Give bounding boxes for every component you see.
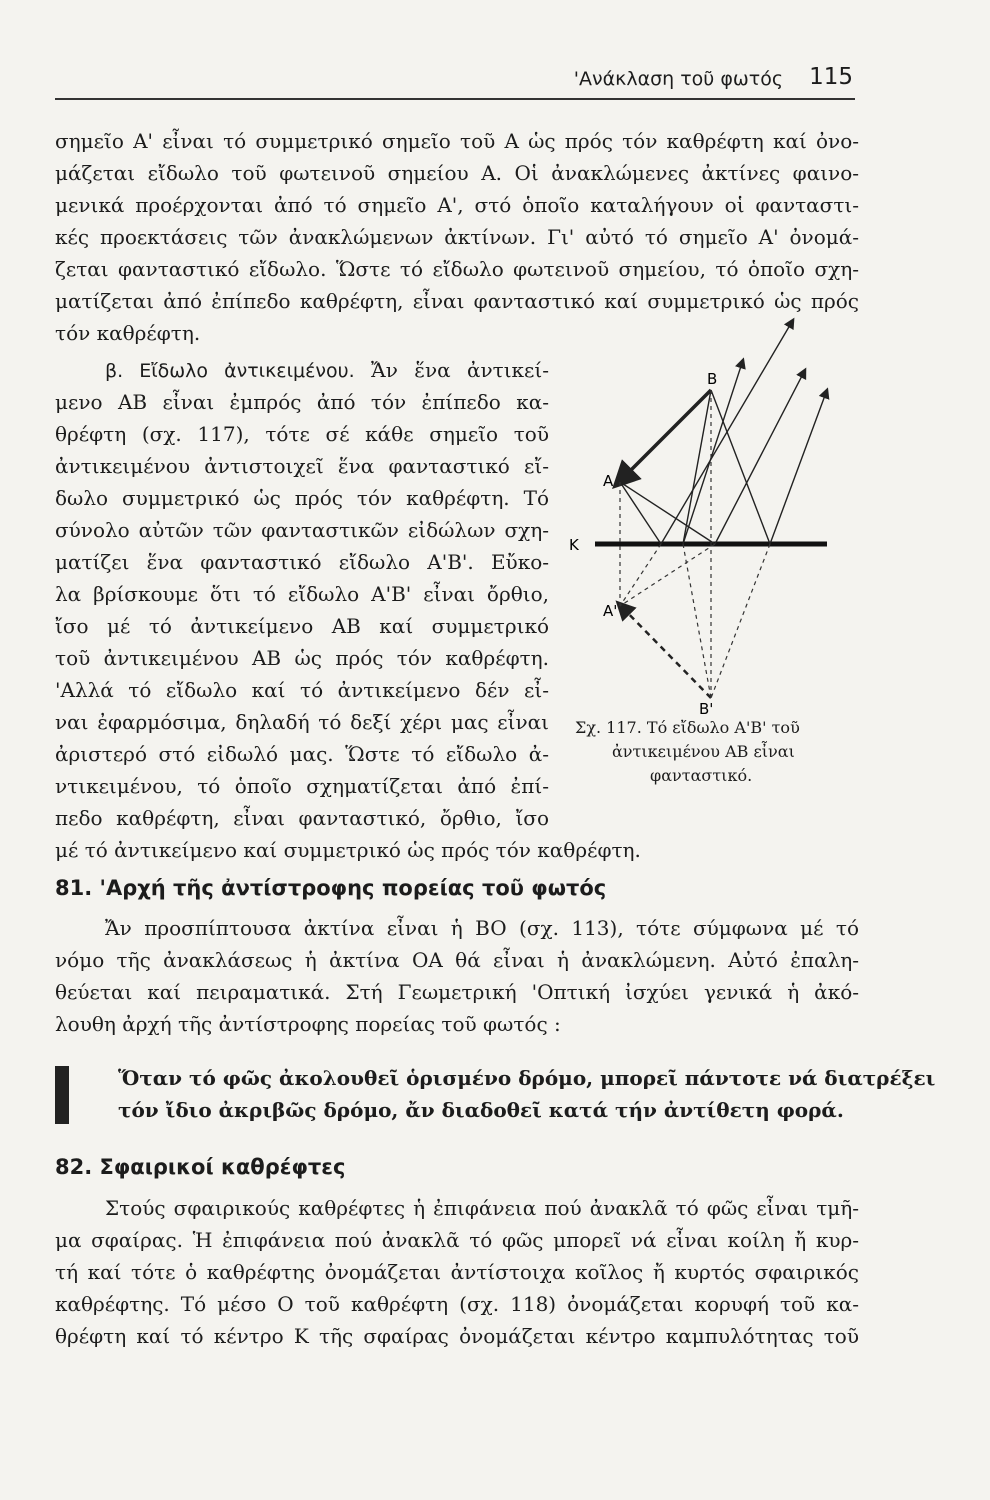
rule-line: τόν ἴδιο ἀκριβῶς δρόμο, ἄν διαδοθεῖ κατά τήν ἀντίθετη φορά.	[118, 1098, 844, 1122]
paragraph-line: 'Αλλά τό εἴδωλο καί τό ἀντικείμενο δέν εἶ-	[55, 678, 549, 702]
section-82-heading: 82. Σφαιρικοί καθρέφτες	[55, 1155, 346, 1179]
paragraph-line: θεύεται καί πειραματικά. Στή Γεωμετρική 'Οπτική ἰσχύει γενικά ἡ ἀκό-	[55, 980, 859, 1004]
paragraph-line: ντικειμένου, τό ὁποῖο σχηματίζεται ἀπό ἐπί-	[55, 774, 549, 798]
paragraph-line: σύνολο αὐτῶν τῶν φανταστικῶν εἰδώλων σχη-	[55, 518, 549, 542]
paragraph-line: δωλο συμμετρικό ὡς πρός τόν καθρέφτη. Τό	[55, 486, 549, 510]
label-a: A	[603, 472, 614, 490]
paragraph-line: θρέφτη (σχ. 117), τότε σέ κάθε σημεῖο τοῦ	[55, 422, 549, 446]
paragraph-line: ἀντικειμένου ἀντιστοιχεῖ ἕνα φανταστικό εἴ-	[55, 454, 549, 478]
paragraph-line: μενο AB εἶναι ἐμπρός ἀπό τόν ἐπίπεδο κα-	[55, 390, 549, 414]
paragraph-line: πεδο καθρέφτη, εἶναι φανταστικό, ὄρθιο, ἴσο	[55, 806, 549, 830]
label-k: K	[569, 536, 579, 554]
section-b-title: β. Εἴδωλο ἀντικειμένου.	[105, 360, 355, 382]
label-a-prime: A'	[603, 602, 618, 620]
section-b-first-line	[55, 354, 549, 386]
figure-caption-line: φανταστικό.	[650, 766, 753, 785]
paragraph-line: μα σφαίρας. Ἡ ἐπιφάνεια πού ἀνακλᾶ τό φῶς μπορεῖ νά εἶναι κοίλη ἤ κυρ-	[55, 1228, 859, 1252]
paragraph-line: ματίζεται ἀπό ἐπίπεδο καθρέφτη, εἶναι φανταστικό καί συμμετρικό ὡς πρός	[55, 289, 859, 313]
paragraph-line: Ἄν ἕνα ἀντικεί-	[371, 358, 550, 382]
paragraph-line: θρέφτη καί τό κέντρο K τῆς σφαίρας ὀνομάζεται κέντρο καμπυλότητας τοῦ	[55, 1324, 859, 1348]
paragraph-line: μενικά προέρχονται ἀπό τό σημεῖο A', στό ὁποῖο καταλήγουν οἱ φανταστι-	[55, 193, 859, 217]
paragraph-line: μάζεται εἴδωλο τοῦ φωτεινοῦ σημείου A. Οἱ ἀνακλώμενες ἀκτίνες φαινο-	[55, 161, 859, 185]
paragraph-line: ἴσο μέ τό ἀντικείμενο AB καί συμμετρικό	[55, 614, 549, 638]
label-b: B	[707, 370, 718, 388]
paragraph-line: καθρέφτης. Τό μέσο O τοῦ καθρέφτη (σχ. 118) ὀνομάζεται κορυφή τοῦ κα-	[55, 1292, 859, 1316]
paragraph-line: κές προεκτάσεις τῶν ἀνακλώμενων ἀκτίνων. Γι' αὐτό τό σημεῖο A' ὀνομά-	[55, 225, 859, 249]
rays-from-b	[683, 360, 827, 544]
paragraph-line: τοῦ ἀντικειμένου AB ὡς πρός τόν καθρέφτη.	[55, 646, 549, 670]
paragraph-line: νόμο τῆς ἀνακλάσεως ἡ ἀκτίνα OA θά εἶναι ἡ ἀνακλώμενη. Αὐτό ἐπαλη-	[55, 948, 859, 972]
paragraph-line: Στούς σφαιρικούς καθρέφτες ἡ ἐπιφάνεια πού ἀνακλᾶ τό φῶς εἶναι τμῆ-	[105, 1196, 859, 1220]
page-header	[55, 62, 855, 100]
image-ab	[619, 604, 711, 698]
page-number: 115	[809, 64, 853, 90]
paragraph-line: ἀριστερό στό εἰδωλό μας. Ὥστε τό εἴδωλο ἀ-	[55, 742, 549, 766]
figure-caption-line: Σχ. 117. Τό εἴδωλο A'B' τοῦ	[575, 718, 800, 737]
label-b-prime: B'	[699, 700, 714, 718]
paragraph-line: μέ τό ἀντικείμενο καί συμμετρικό ὡς πρός τόν καθρέφτη.	[55, 838, 641, 862]
paragraph-line: τόν καθρέφτη.	[55, 321, 201, 345]
paragraph-line: ναι ἐφαρμόσιμα, δηλαδή τό δεξί χέρι μας εἶναι	[55, 710, 549, 734]
rays-from-a	[620, 320, 805, 544]
paragraph-line: ζεται φανταστικό εἴδωλο. Ὥστε τό εἴδωλο φωτεινοῦ σημείου, τό ὁποῖο σχη-	[55, 257, 859, 281]
rule-marker	[55, 1066, 69, 1124]
section-81-heading: 81. 'Αρχή τῆς ἀντίστροφης πορείας τοῦ φωτός	[55, 876, 607, 900]
paragraph-line: λα βρίσκουμε ὅτι τό εἴδωλο A'B' εἶναι ὄρθιο,	[55, 582, 549, 606]
paragraph-line: ματίζει ἕνα φανταστικό εἴδωλο A'B'. Εὔκο-	[55, 550, 549, 574]
paragraph-line: τή καί τότε ὁ καθρέφτης ὀνομάζεται ἀντίστοιχα κοῖλος ἤ κυρτός σφαιρικός	[55, 1260, 859, 1284]
figure-117	[565, 300, 855, 720]
figure-caption-line: ἀντικειμένου AB εἶναι	[612, 742, 795, 761]
chapter-title: 'Ανάκλαση τοῦ φωτός	[573, 68, 783, 90]
paragraph-line: σημεῖο A' εἶναι τό συμμετρικό σημεῖο τοῦ A ὡς πρός τόν καθρέφτη καί ὀνο-	[55, 129, 859, 153]
paragraph-line: λουθη ἀρχή τῆς ἀντίστροφης πορείας τοῦ φωτός :	[55, 1012, 561, 1036]
rule-line: Ὅταν τό φῶς ἀκολουθεῖ ὁρισμένο δρόμο, μπορεῖ πάντοτε νά διατρέξει	[118, 1066, 936, 1090]
paragraph-line: Ἄν προσπίπτουσα ἀκτίνα εἶναι ἡ BO (σχ. 113), τότε σύμφωνα μέ τό	[105, 916, 859, 940]
